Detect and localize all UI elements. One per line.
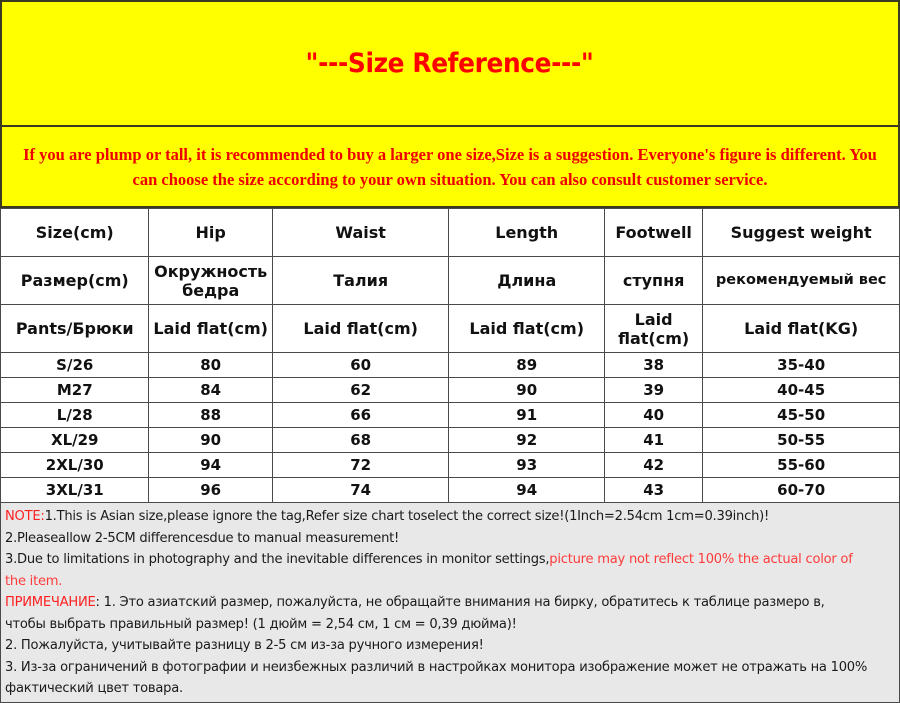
note-ru-2: 2. Пожалуйста, учитывайте разницу в 2-5 см из-за ручного измерения! xyxy=(5,637,484,653)
header-cell-pants-label: Pants/Брюки xyxy=(1,305,149,353)
cell-length: 92 xyxy=(449,428,605,453)
cell-footwell: 38 xyxy=(604,353,702,378)
cell-size: XL/29 xyxy=(1,428,149,453)
cell-length: 89 xyxy=(449,353,605,378)
page-title: "---Size Reference---" xyxy=(306,48,594,79)
header-cell-size-en: Size(cm) xyxy=(1,209,149,257)
table-row xyxy=(1,428,900,453)
table-row xyxy=(1,403,900,428)
note-en-3 xyxy=(5,549,868,592)
table-row xyxy=(1,378,900,403)
table-row xyxy=(1,478,900,503)
header-row-units xyxy=(1,305,900,353)
cell-waist: 74 xyxy=(272,478,449,503)
header-cell-waist-ru: Талия xyxy=(272,257,449,305)
cell-hip: 90 xyxy=(149,428,272,453)
header-cell-hip-en: Hip xyxy=(149,209,272,257)
cell-weight: 50-55 xyxy=(703,428,900,453)
cell-waist: 62 xyxy=(272,378,449,403)
cell-hip: 88 xyxy=(149,403,272,428)
cell-waist: 60 xyxy=(272,353,449,378)
header-cell-size-ru: Размер(cm) xyxy=(1,257,149,305)
note-ru-1 xyxy=(5,592,868,635)
cell-footwell: 43 xyxy=(604,478,702,503)
note-label-en: NOTE: xyxy=(5,508,45,524)
header-cell-hip-ru: Окружность бедра xyxy=(149,257,272,305)
note-en-2: 2.Pleaseallow 2-5CM differencesdue to manual measurement! xyxy=(5,529,400,546)
cell-hip: 80 xyxy=(149,353,272,378)
cell-waist: 66 xyxy=(272,403,449,428)
subtitle-text: If you are plump or tall, it is recommended to buy a larger one size,Size is a suggestion. Everyone's figure is different. You can choose the size according to your own situation. You can also consult customer service. xyxy=(23,144,877,189)
cell-hip: 96 xyxy=(149,478,272,503)
cell-length: 90 xyxy=(449,378,605,403)
note-en-3-red: picture may not reflect 100% the actual color of the item. xyxy=(5,551,853,589)
cell-size: L/28 xyxy=(1,403,149,428)
cell-size: M27 xyxy=(1,378,149,403)
header-cell-footwell-en: Footwell xyxy=(604,209,702,257)
cell-weight: 40-45 xyxy=(703,378,900,403)
cell-waist: 68 xyxy=(272,428,449,453)
size-chart-table xyxy=(0,208,900,503)
cell-hip: 94 xyxy=(149,453,272,478)
cell-footwell: 39 xyxy=(604,378,702,403)
header-cell-footwell-ru: ступня xyxy=(604,257,702,305)
cell-length: 94 xyxy=(449,478,605,503)
table-row xyxy=(1,453,900,478)
header-row-english xyxy=(1,209,900,257)
title-banner xyxy=(0,0,900,127)
note-en-3-black: 3.Due to limitations in photography and the inevitable differences in monitor settings, xyxy=(5,551,550,567)
note-label-ru: ПРИМЕЧАНИЕ xyxy=(5,594,96,610)
header-cell-waist-en: Waist xyxy=(272,209,449,257)
cell-footwell: 42 xyxy=(604,453,702,478)
cell-waist: 72 xyxy=(272,453,449,478)
cell-size: 3XL/31 xyxy=(1,478,149,503)
header-cell-hip-unit: Laid flat(cm) xyxy=(149,305,272,353)
header-cell-length-ru: Длина xyxy=(449,257,605,305)
note-ru-3: 3. Из-за ограничений в фотографии и неизбежных различий в настройках монитора изображение может не отражать на 100% фактический цвет товара. xyxy=(5,658,868,696)
cell-weight: 60-70 xyxy=(703,478,900,503)
header-row-russian xyxy=(1,257,900,305)
subtitle-banner xyxy=(0,127,900,208)
header-cell-weight-ru: рекомендуемый вес xyxy=(703,257,900,305)
cell-length: 93 xyxy=(449,453,605,478)
cell-footwell: 41 xyxy=(604,428,702,453)
cell-weight: 35-40 xyxy=(703,353,900,378)
table-row xyxy=(1,353,900,378)
cell-hip: 84 xyxy=(149,378,272,403)
cell-size: S/26 xyxy=(1,353,149,378)
note-ru-1-text: : 1. Это азиатский размер, пожалуйста, не обращайте внимания на бирку, обратитесь к таблице размеро в, чтобы выбрать правильный размер! (1 дюйм = 2,54 см, 1 см = 0,39 дюйма)! xyxy=(5,594,825,632)
header-cell-weight-unit: Laid flat(KG) xyxy=(703,305,900,353)
header-cell-length-unit: Laid flat(cm) xyxy=(449,305,605,353)
cell-weight: 55-60 xyxy=(703,453,900,478)
cell-size: 2XL/30 xyxy=(1,453,149,478)
note-en-1-text: 1.This is Asian size,please ignore the tag,Refer size chart toselect the correct size!(1Inch=2.54cm 1cm=0.39inch)! xyxy=(44,508,770,524)
cell-footwell: 40 xyxy=(604,403,702,428)
cell-length: 91 xyxy=(449,403,605,428)
header-cell-length-en: Length xyxy=(449,209,605,257)
header-cell-waist-unit: Laid flat(cm) xyxy=(272,305,449,353)
notes-section xyxy=(0,503,900,703)
header-cell-weight-en: Suggest weight xyxy=(703,209,900,257)
header-cell-footwell-unit: Laid flat(cm) xyxy=(604,305,702,353)
note-en-1 xyxy=(5,506,868,528)
cell-weight: 45-50 xyxy=(703,403,900,428)
